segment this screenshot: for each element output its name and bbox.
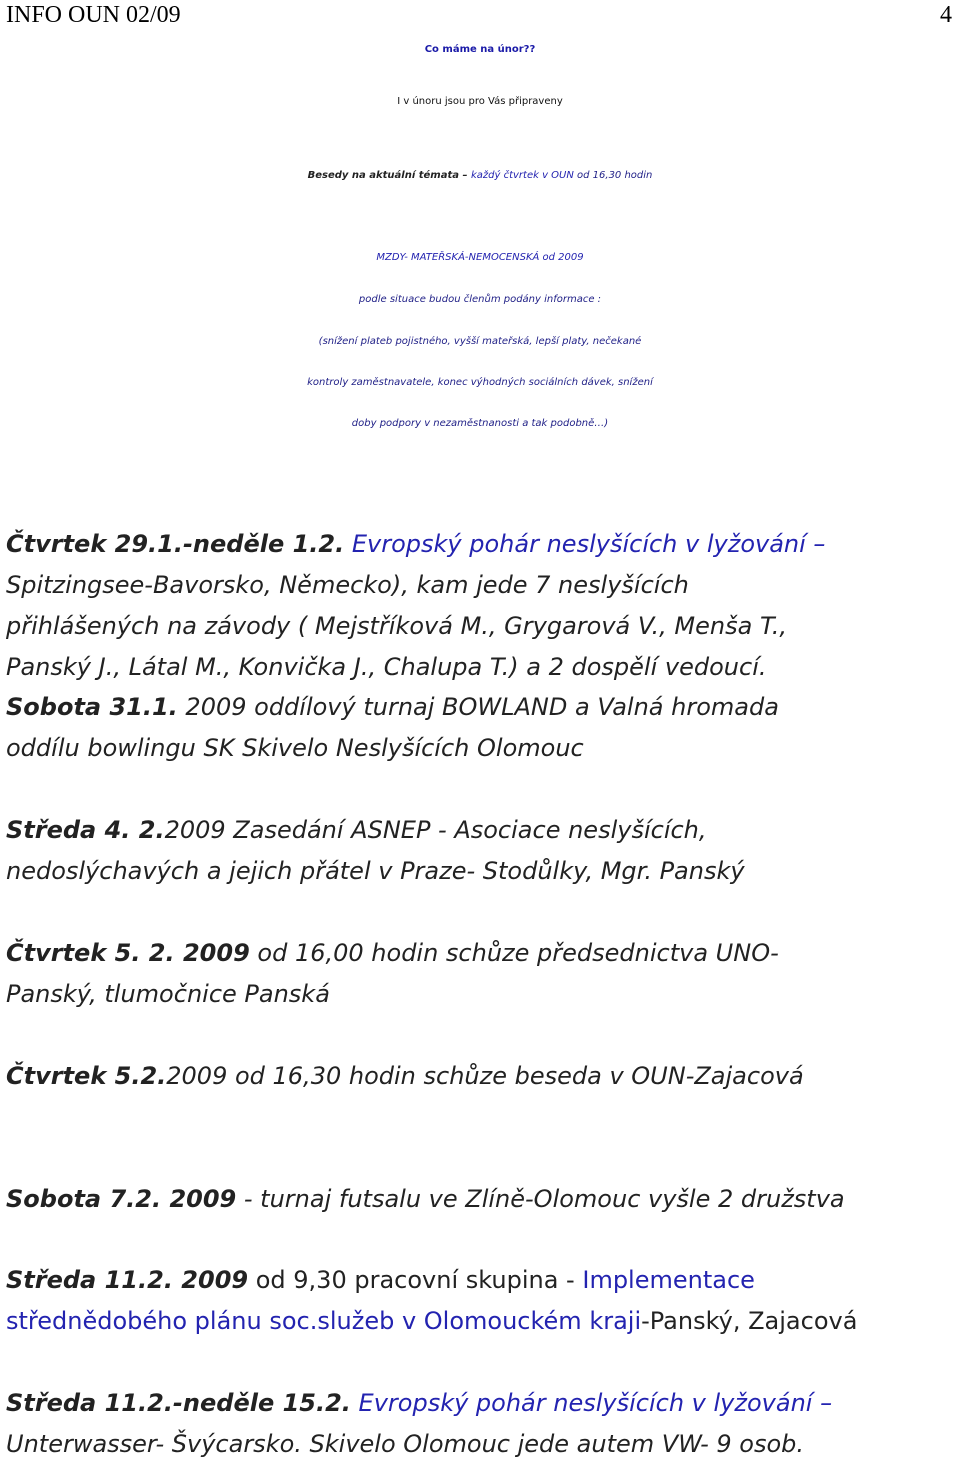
event-uno-meeting: [6, 939, 779, 967]
mzdy-heading: MZDY- MATEŘSKÁ-NEMOCENSKÁ od 2009: [376, 252, 584, 263]
event-asnep: [6, 816, 707, 844]
event-text: - turnaj futsalu ve Zlíně-Olomouc vyšle 2 družstva: [236, 1185, 845, 1213]
header-issue: INFO OUN 02/09: [6, 2, 181, 28]
event-text: od 16,00 hodin schůze předsednictva UNO-: [249, 939, 779, 967]
besedy-line: [0, 170, 960, 181]
event-text: 2009 oddílový turnaj BOWLAND a Valná hromada: [177, 693, 779, 721]
event-ski-2: [6, 1389, 832, 1417]
event-date: Čtvrtek 29.1.-neděle 1.2.: [6, 530, 345, 558]
mzdy-line-4: kontroly zaměstnavatele, konec výhodných sociálních dávek, snížení: [307, 377, 653, 388]
event-uno-meeting-line-2: Panský, tlumočnice Panská: [6, 980, 330, 1008]
page-subtitle: I v únoru jsou pro Vás připraveny: [397, 96, 563, 107]
event-date: Sobota 31.1.: [6, 693, 178, 721]
event-date: Středa 4. 2.: [6, 816, 165, 844]
event-text: 2009 Zasedání ASNEP - Asociace neslyšících,: [164, 816, 707, 844]
event-text: Evropský pohár neslyšících v lyžování –: [344, 530, 826, 558]
event-ski-2-line-2: Unterwasser- Švýcarsko. Skivelo Olomouc jede autem VW- 9 osob.: [6, 1430, 804, 1458]
mzdy-line-2: podle situace budou členům podány informace :: [358, 294, 602, 305]
event-date: Středa 11.2.-neděle 15.2.: [6, 1389, 351, 1417]
page-title: Co máme na únor??: [424, 44, 536, 55]
event-futsal: [6, 1185, 845, 1213]
mzdy-line-5: doby podpory v nezaměstnanosti a tak podobně…): [351, 418, 609, 429]
event-work-group: [6, 1266, 755, 1294]
event-date: Středa 11.2. 2009: [6, 1266, 249, 1294]
besedy-label: Besedy na aktuální témata –: [307, 170, 471, 181]
event-date: Čtvrtek 5. 2. 2009: [6, 939, 250, 967]
event-bowling-line-2: oddílu bowlingu SK Skivelo Neslyšících Olomouc: [6, 734, 584, 762]
event-ski-1: [6, 530, 825, 558]
event-text: od 9,30 pracovní skupina -: [248, 1266, 583, 1294]
event-link-text: střednědobého plánu soc.služeb v Olomouckém kraji: [6, 1307, 642, 1335]
event-asnep-line-2: nedoslýchavých a jejich přátel v Praze- Stodůlky, Mgr. Panský: [6, 857, 745, 885]
event-ski-1-line-2: Spitzingsee-Bavorsko, Německo), kam jede 7 neslyšících: [6, 571, 689, 599]
event-date: Sobota 7.2. 2009: [6, 1185, 237, 1213]
event-oun-beseda: [6, 1062, 804, 1090]
event-bowling: [6, 693, 779, 721]
page-number: 4: [940, 2, 952, 28]
event-work-group-line-2: [6, 1307, 857, 1335]
event-text: Evropský pohár neslyšících v lyžování –: [350, 1389, 833, 1417]
event-ski-1-line-4: Panský J., Látal M., Konvička J., Chalupa T.) a 2 dospělí vedoucí.: [6, 653, 767, 681]
event-date: Čtvrtek 5.2.: [6, 1062, 167, 1090]
event-link-text: Implementace: [582, 1266, 755, 1294]
mzdy-line-3: (snížení plateb pojistného, vyšší mateřská, lepší platy, nečekané: [318, 336, 642, 347]
besedy-time: od 16,30 hodin: [573, 170, 653, 181]
page-header: [6, 2, 952, 30]
event-text: 2009 od 16,30 hodin schůze beseda v OUN-Zajacová: [166, 1062, 804, 1090]
event-text: -Panský, Zajacová: [641, 1307, 858, 1335]
besedy-highlight: každý čtvrtek v OUN: [470, 170, 574, 181]
event-ski-1-line-3: přihlášených na závody ( Mejstříková M., Grygarová V., Menša T.,: [6, 612, 788, 640]
